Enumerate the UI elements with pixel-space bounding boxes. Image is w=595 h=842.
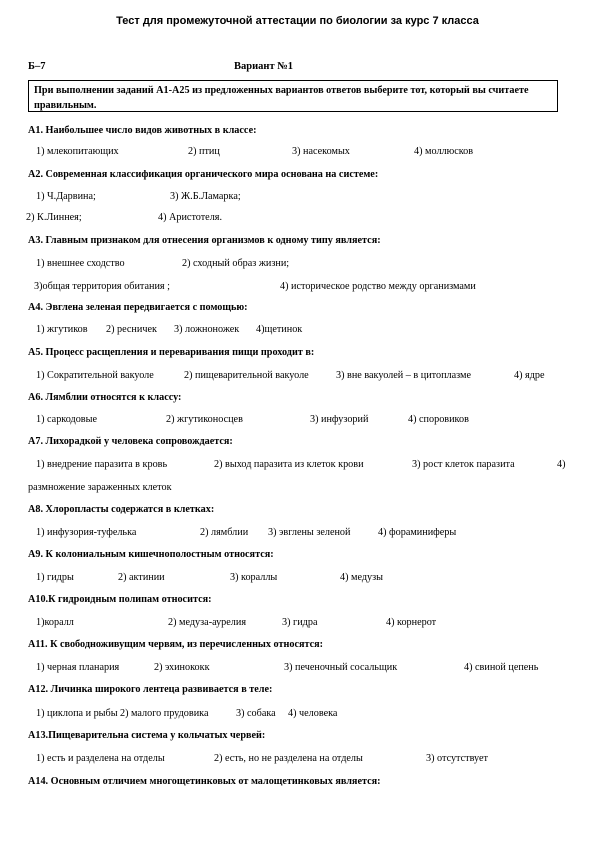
option: 2) К.Линнея;	[26, 212, 82, 223]
option: 2) птиц	[188, 146, 220, 157]
option: 4)щетинок	[256, 324, 303, 335]
option: 1) черная планария	[36, 662, 120, 673]
option: 2) жгутиконосцев	[166, 414, 243, 425]
options-a7-row2	[28, 482, 566, 496]
option: 4) медузы	[340, 572, 384, 583]
option: 2) выход паразита из клеток крови	[214, 459, 364, 470]
question-a13: А13.Пищеварительна система у кольчатых червей:	[28, 730, 266, 741]
question-a5: А5. Процесс расщепления и переваривания пищи проходит в:	[28, 347, 315, 358]
question-a4: А4. Эвглена зеленая передвигается с помощью:	[28, 302, 248, 313]
option: 2) ресничек	[106, 324, 157, 335]
option: 1) внедрение паразита в кровь	[36, 459, 168, 470]
option: 1) циклопа и рыбы	[36, 708, 118, 719]
option: 1) жгутиков	[36, 324, 88, 335]
options-a9	[28, 572, 566, 586]
option: 3)общая территория обитания ;	[34, 281, 170, 292]
question-a7: А7. Лихорадкой у человека сопровождается:	[28, 436, 233, 447]
option: 3) инфузорий	[310, 414, 369, 425]
question-a10: А10.К гидроидным полипам относится:	[28, 594, 212, 605]
option: 3) эвглены зеленой	[268, 527, 351, 538]
option: 1) есть и разделена на отделы	[36, 753, 165, 764]
options-a13	[28, 753, 566, 767]
question-a14: А14. Основным отличием многощетинковых от малощетинковых является:	[28, 776, 381, 787]
option: 4) Аристотеля.	[158, 212, 223, 223]
option: 4)	[557, 459, 566, 470]
option: 3) гидра	[282, 617, 318, 628]
variant-label: Вариант №1	[234, 61, 294, 72]
option: 3) вне вакуолей – в цитоплазме	[336, 370, 471, 381]
option: 3) ложноножек	[174, 324, 240, 335]
option: 2) актинии	[118, 572, 165, 583]
options-a3-row2	[28, 281, 566, 295]
option: 2) лямблии	[200, 527, 249, 538]
option: 4) историческое родство между организмами	[280, 281, 476, 292]
question-a2: А2. Современная классификация органического мира основана на системе:	[28, 169, 379, 180]
option: 2) медуза-аурелия	[168, 617, 247, 628]
options-a10	[28, 617, 566, 631]
option: 4) моллюсков	[414, 146, 474, 157]
option: 3) Ж.Б.Ламарка;	[170, 191, 241, 202]
option: 1) Сократительной вакуоле	[36, 370, 154, 381]
option: 4) корнерот	[386, 617, 437, 628]
question-a9: А9. К колониальным кишечнополостным относятся:	[28, 549, 274, 560]
option: 3) насекомых	[292, 146, 350, 157]
options-a11	[28, 662, 566, 676]
options-a1	[28, 146, 566, 160]
option: 3) кораллы	[230, 572, 278, 583]
option: 1) Ч.Дарвина;	[36, 191, 96, 202]
option: 3) рост клеток паразита	[412, 459, 515, 470]
options-a5	[28, 370, 566, 384]
option: 1) внешнее сходство	[36, 258, 125, 269]
option: 3) собака	[236, 708, 276, 719]
option: 4) ядре	[514, 370, 545, 381]
options-a6	[28, 414, 566, 428]
option: 3) отсутствует	[426, 753, 488, 764]
options-a2-row1	[28, 191, 566, 205]
options-a4	[28, 324, 566, 338]
option: 4) споровиков	[408, 414, 469, 425]
question-a1: А1. Наибольшее число видов животных в классе:	[28, 125, 257, 136]
option: 2) пищеварительной вакуоле	[184, 370, 309, 381]
question-a12: А12. Личинка широкого лентеца развивается в теле:	[28, 684, 273, 695]
option: 1)коралл	[36, 617, 74, 628]
option: 2) малого прудовика	[120, 708, 209, 719]
options-a12	[28, 708, 566, 722]
option: 1) инфузория-туфелька	[36, 527, 137, 538]
option: 2) эхинококк	[154, 662, 210, 673]
test-code: Б–7	[28, 61, 46, 72]
option: 4) свиной цепень	[464, 662, 539, 673]
option: размножение зараженных клеток	[28, 482, 172, 493]
options-a3-row1	[28, 258, 566, 272]
question-a3: А3. Главным признаком для отнесения организмов к одному типу является:	[28, 235, 381, 246]
option: 2) сходный образ жизни;	[182, 258, 290, 269]
option: 4) фораминиферы	[378, 527, 457, 538]
document-title: Тест для промежуточной аттестации по биологии за курс 7 класса	[116, 15, 479, 27]
option: 2) есть, но не разделена на отделы	[214, 753, 363, 764]
question-a11: А11. К свободноживущим червям, из перечисленных относятся:	[28, 639, 324, 650]
option: 4) человека	[288, 708, 338, 719]
options-a7-row1	[28, 459, 566, 473]
option: 1) млекопитающих	[36, 146, 119, 157]
question-a6: А6. Лямблии относятся к классу:	[28, 392, 182, 403]
option: 1) гидры	[36, 572, 74, 583]
instruction-box: При выполнении заданий А1-А25 из предложенных вариантов ответов выберите тот, который вы считаете правильным.	[28, 80, 558, 112]
options-a2-row2	[26, 212, 564, 226]
options-a8	[28, 527, 566, 541]
option: 1) саркодовые	[36, 414, 97, 425]
question-a8: А8. Хлоропласты содержатся в клетках:	[28, 504, 215, 515]
option: 3) печеночный сосальщик	[284, 662, 398, 673]
